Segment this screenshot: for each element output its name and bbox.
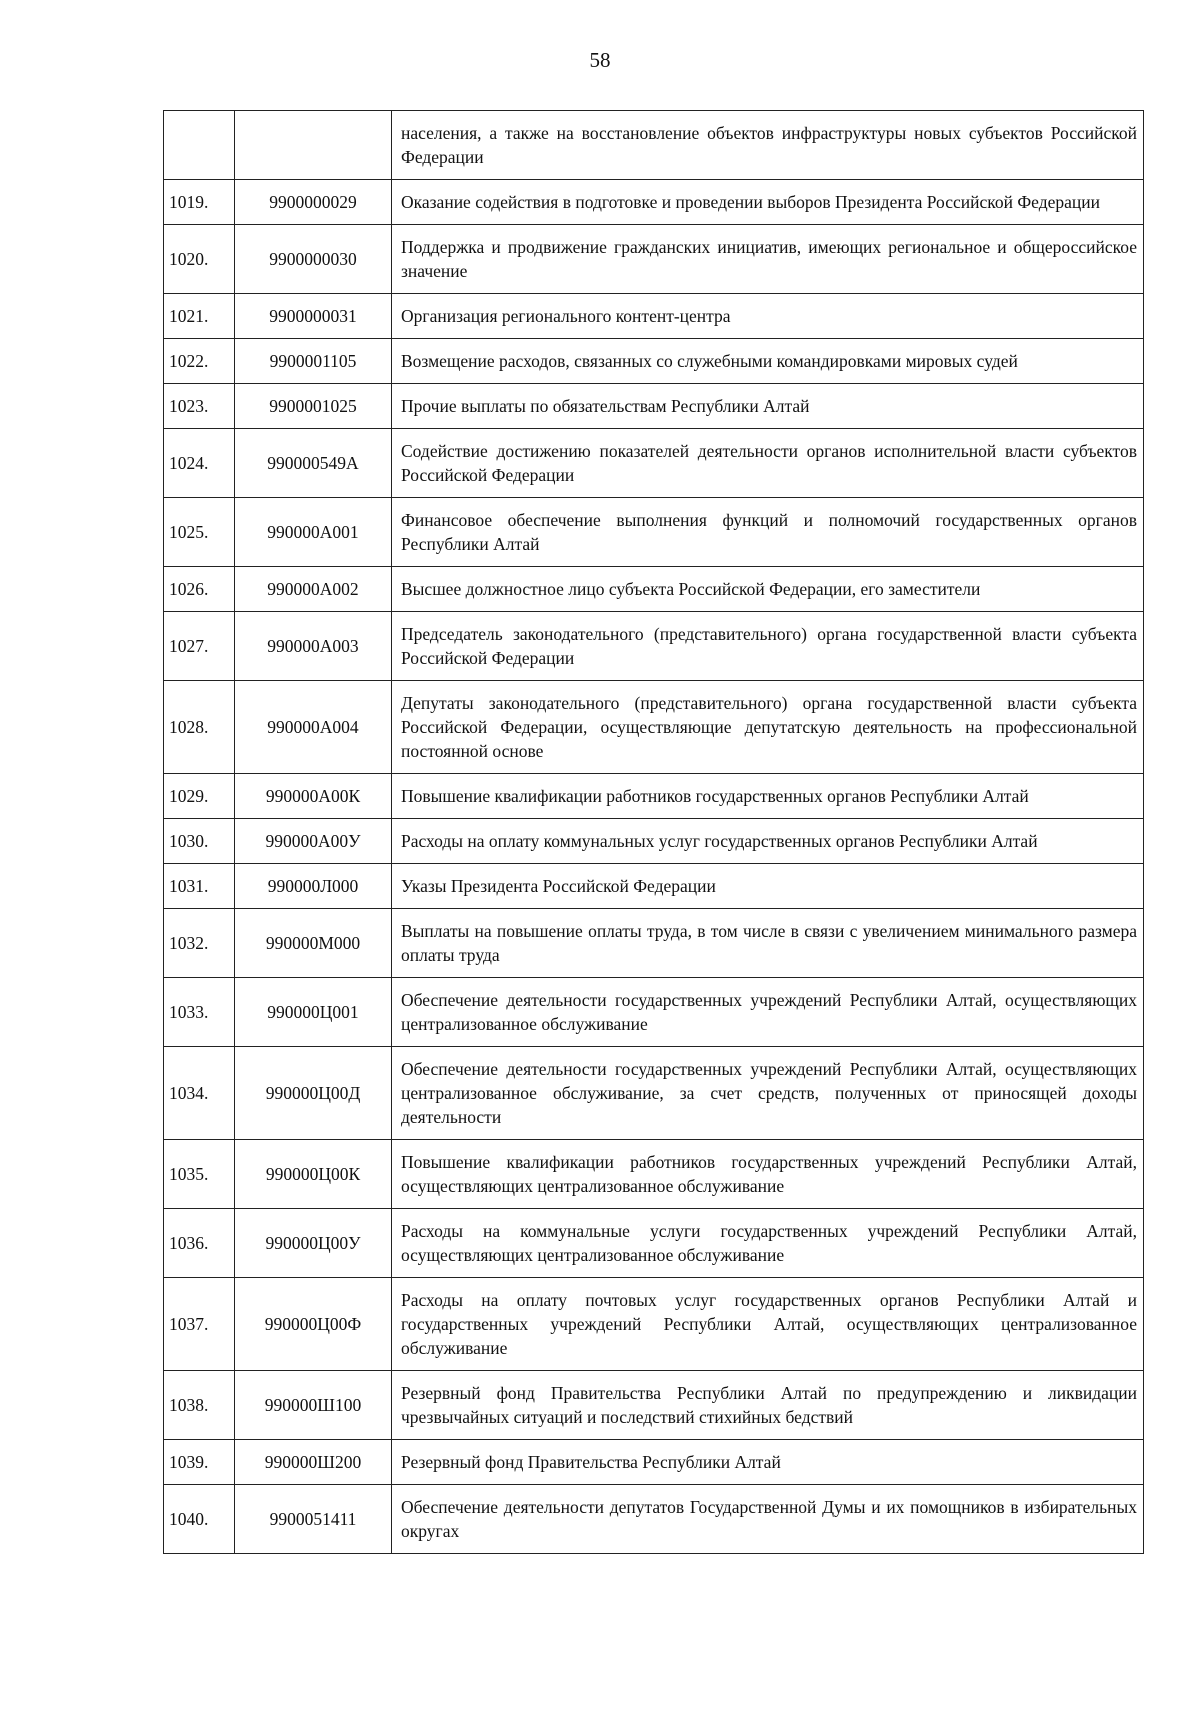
table-row bbox=[164, 1371, 1144, 1440]
row-code: 990000А004 bbox=[235, 681, 392, 774]
row-number: 1026. bbox=[164, 567, 235, 612]
row-description: Организация регионального контент-центра bbox=[392, 294, 1144, 339]
table-row bbox=[164, 1278, 1144, 1371]
page-number: 58 bbox=[589, 48, 611, 72]
row-code: 990000Ц00У bbox=[235, 1209, 392, 1278]
row-description: Расходы на коммунальные услуги государственных учреждений Республики Алтай, осуществляющих централизованное обслуживание bbox=[392, 1209, 1144, 1278]
table-row bbox=[164, 819, 1144, 864]
row-number: 1031. bbox=[164, 864, 235, 909]
table-row bbox=[164, 1047, 1144, 1140]
table-row bbox=[164, 429, 1144, 498]
row-description: Указы Президента Российской Федерации bbox=[392, 864, 1144, 909]
row-description: Прочие выплаты по обязательствам Республики Алтай bbox=[392, 384, 1144, 429]
row-description: Обеспечение деятельности депутатов Государственной Думы и их помощников в избирательных округах bbox=[392, 1485, 1144, 1554]
row-code: 990000Ц00Д bbox=[235, 1047, 392, 1140]
row-number: 1040. bbox=[164, 1485, 235, 1554]
row-description: Повышение квалификации работников государственных органов Республики Алтай bbox=[392, 774, 1144, 819]
row-number: 1036. bbox=[164, 1209, 235, 1278]
row-code: 990000М000 bbox=[235, 909, 392, 978]
row-number: 1037. bbox=[164, 1278, 235, 1371]
row-number: 1028. bbox=[164, 681, 235, 774]
row-description: Обеспечение деятельности государственных учреждений Республики Алтай, осуществляющих централизованное обслуживание bbox=[392, 978, 1144, 1047]
row-number: 1035. bbox=[164, 1140, 235, 1209]
table-row bbox=[164, 339, 1144, 384]
row-code: 990000Ш100 bbox=[235, 1371, 392, 1440]
row-number: 1039. bbox=[164, 1440, 235, 1485]
row-code: 990000А00К bbox=[235, 774, 392, 819]
row-description: Резервный фонд Правительства Республики Алтай по предупреждению и ликвидации чрезвычайных ситуаций и последствий стихийных бедствий bbox=[392, 1371, 1144, 1440]
row-description: населения, а также на восстановление объектов инфраструктуры новых субъектов Российской Федерации bbox=[392, 111, 1144, 180]
row-description: Высшее должностное лицо субъекта Российской Федерации, его заместители bbox=[392, 567, 1144, 612]
row-description: Расходы на оплату коммунальных услуг государственных органов Республики Алтай bbox=[392, 819, 1144, 864]
row-description: Поддержка и продвижение гражданских инициатив, имеющих региональное и общероссийское значение bbox=[392, 225, 1144, 294]
row-code: 990000Ц00К bbox=[235, 1140, 392, 1209]
row-code: 990000А003 bbox=[235, 612, 392, 681]
table-row bbox=[164, 567, 1144, 612]
row-description: Депутаты законодательного (представительного) органа государственной власти субъекта Российской Федерации, осуществляющие депутатскую деятельность на профессиональной постоянной основе bbox=[392, 681, 1144, 774]
table-row bbox=[164, 1140, 1144, 1209]
row-code: 990000Л000 bbox=[235, 864, 392, 909]
row-number: 1023. bbox=[164, 384, 235, 429]
row-number: 1032. bbox=[164, 909, 235, 978]
row-number: 1033. bbox=[164, 978, 235, 1047]
budget-codes-table bbox=[163, 110, 1144, 1554]
table-row bbox=[164, 180, 1144, 225]
row-code: 990000Ц001 bbox=[235, 978, 392, 1047]
row-code bbox=[235, 111, 392, 180]
table-row bbox=[164, 774, 1144, 819]
table-row bbox=[164, 612, 1144, 681]
table-row bbox=[164, 681, 1144, 774]
table-row bbox=[164, 498, 1144, 567]
row-description: Резервный фонд Правительства Республики Алтай bbox=[392, 1440, 1144, 1485]
row-description: Выплаты на повышение оплаты труда, в том числе в связи с увеличением минимального размера оплаты труда bbox=[392, 909, 1144, 978]
row-number: 1019. bbox=[164, 180, 235, 225]
table-row bbox=[164, 294, 1144, 339]
row-code: 9900000029 bbox=[235, 180, 392, 225]
row-code: 9900051411 bbox=[235, 1485, 392, 1554]
table-row bbox=[164, 1440, 1144, 1485]
row-description: Финансовое обеспечение выполнения функций и полномочий государственных органов Республики Алтай bbox=[392, 498, 1144, 567]
table-row bbox=[164, 1209, 1144, 1278]
table-row bbox=[164, 909, 1144, 978]
row-description: Возмещение расходов, связанных со служебными командировками мировых судей bbox=[392, 339, 1144, 384]
row-number: 1034. bbox=[164, 1047, 235, 1140]
row-description: Повышение квалификации работников государственных учреждений Республики Алтай, осуществляющих централизованное обслуживание bbox=[392, 1140, 1144, 1209]
table-row bbox=[164, 225, 1144, 294]
table-row bbox=[164, 1485, 1144, 1554]
row-code: 990000Ш200 bbox=[235, 1440, 392, 1485]
table-body bbox=[164, 111, 1144, 1554]
row-code: 990000А002 bbox=[235, 567, 392, 612]
row-code: 9900001025 bbox=[235, 384, 392, 429]
row-number: 1024. bbox=[164, 429, 235, 498]
row-code: 9900001105 bbox=[235, 339, 392, 384]
row-number: 1021. bbox=[164, 294, 235, 339]
row-description: Расходы на оплату почтовых услуг государственных органов Республики Алтай и государственных учреждений Республики Алтай, осуществляющих централизованное обслуживание bbox=[392, 1278, 1144, 1371]
table-row bbox=[164, 978, 1144, 1047]
row-description: Обеспечение деятельности государственных учреждений Республики Алтай, осуществляющих централизованное обслуживание, за счет средств, полученных от приносящей доходы деятельности bbox=[392, 1047, 1144, 1140]
row-number: 1020. bbox=[164, 225, 235, 294]
row-number bbox=[164, 111, 235, 180]
row-description: Председатель законодательного (представительного) органа государственной власти субъекта Российской Федерации bbox=[392, 612, 1144, 681]
row-code: 9900000031 bbox=[235, 294, 392, 339]
row-description: Содействие достижению показателей деятельности органов исполнительной власти субъектов Российской Федерации bbox=[392, 429, 1144, 498]
row-number: 1025. bbox=[164, 498, 235, 567]
table-row bbox=[164, 864, 1144, 909]
row-number: 1029. bbox=[164, 774, 235, 819]
table-row bbox=[164, 111, 1144, 180]
row-code: 990000А001 bbox=[235, 498, 392, 567]
row-code: 9900000030 bbox=[235, 225, 392, 294]
row-number: 1030. bbox=[164, 819, 235, 864]
table-row bbox=[164, 384, 1144, 429]
row-code: 990000А00У bbox=[235, 819, 392, 864]
row-number: 1038. bbox=[164, 1371, 235, 1440]
row-code: 990000549А bbox=[235, 429, 392, 498]
row-code: 990000Ц00Ф bbox=[235, 1278, 392, 1371]
row-number: 1027. bbox=[164, 612, 235, 681]
row-number: 1022. bbox=[164, 339, 235, 384]
row-description: Оказание содействия в подготовке и проведении выборов Президента Российской Федерации bbox=[392, 180, 1144, 225]
